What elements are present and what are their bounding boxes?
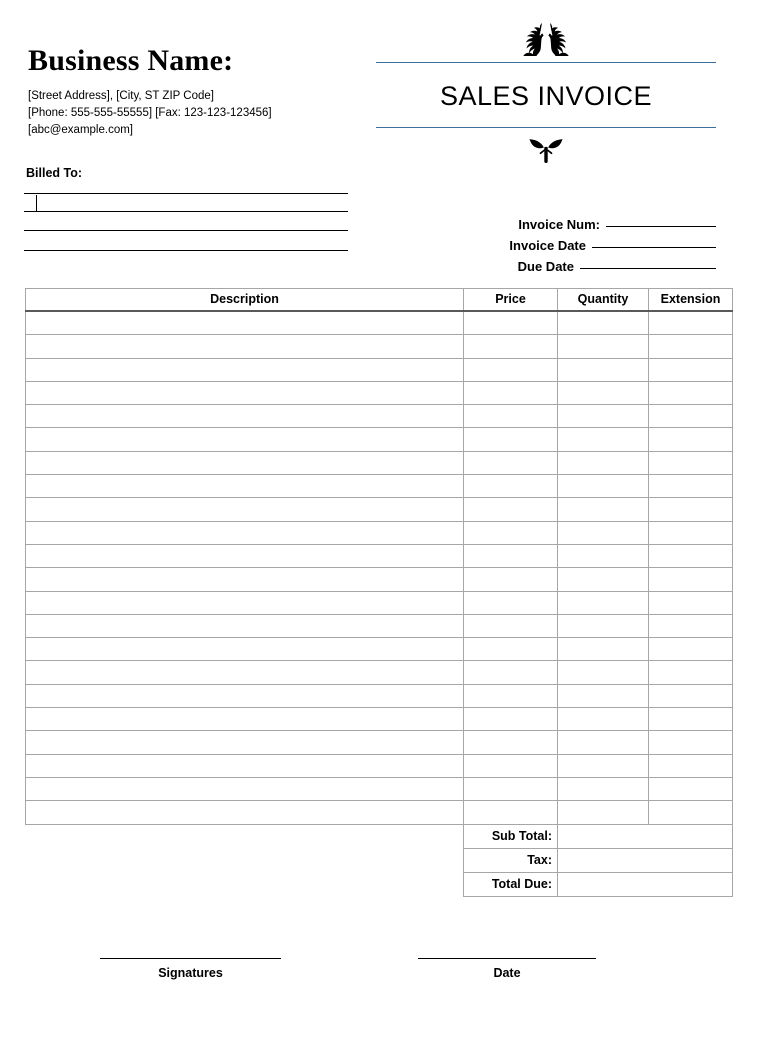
cell-quantity[interactable] [558,451,649,474]
cell-extension[interactable] [649,684,733,707]
cell-quantity[interactable] [558,521,649,544]
invoice-num-row [400,214,716,235]
cell-price[interactable] [464,521,558,544]
cell-extension[interactable] [649,335,733,358]
totals-row [26,872,733,896]
table-row [26,684,733,707]
cell-description[interactable] [26,754,464,777]
cell-extension[interactable] [649,358,733,381]
cell-price[interactable] [464,358,558,381]
due-date-field[interactable] [580,268,716,269]
cell-description[interactable] [26,731,464,754]
due-date-label: Due Date [517,259,574,274]
floral-flourish-pair-ornament [376,14,716,62]
cell-price[interactable] [464,614,558,637]
cell-description[interactable] [26,661,464,684]
business-name: Business Name: [28,44,234,77]
table-row [26,754,733,777]
cell-description[interactable] [26,381,464,404]
cell-quantity[interactable] [558,381,649,404]
cell-quantity[interactable] [558,684,649,707]
cell-quantity[interactable] [558,475,649,498]
signature-label: Signatures [158,966,223,980]
cell-description[interactable] [26,568,464,591]
table-row [26,661,733,684]
cell-extension[interactable] [649,731,733,754]
totals-row [26,848,733,872]
cell-price[interactable] [464,475,558,498]
cell-price[interactable] [464,335,558,358]
signature-group [100,958,281,980]
text-caret [36,195,37,212]
cell-price[interactable] [464,405,558,428]
cell-extension[interactable] [649,498,733,521]
cell-extension[interactable] [649,521,733,544]
table-row [26,358,733,381]
cell-quantity[interactable] [558,661,649,684]
table-row [26,521,733,544]
business-address: [Street Address], [City, ST ZIP Code] [28,90,214,102]
totals-label-1: Tax: [464,848,558,872]
cell-quantity[interactable] [558,638,649,661]
cell-description[interactable] [26,311,464,335]
table-totals [26,824,733,896]
totals-value-0[interactable] [558,824,733,848]
cell-price[interactable] [464,638,558,661]
cell-extension[interactable] [649,754,733,777]
billed-to-line-1[interactable] [24,193,348,194]
column-header-quantity: Quantity [558,289,649,312]
cell-quantity[interactable] [558,405,649,428]
totals-label-0: Sub Total: [464,824,558,848]
cell-price[interactable] [464,801,558,824]
signature-area [0,958,760,1008]
cell-price[interactable] [464,754,558,777]
cell-quantity[interactable] [558,498,649,521]
table-row [26,405,733,428]
cell-extension[interactable] [649,475,733,498]
cell-extension[interactable] [649,428,733,451]
table-row [26,638,733,661]
cell-price[interactable] [464,568,558,591]
cell-quantity[interactable] [558,311,649,335]
date-group [418,958,596,980]
business-phone-fax: [Phone: 555-555-55555] [Fax: 123-123-123456] [28,107,272,119]
table-row [26,614,733,637]
cell-description[interactable] [26,544,464,567]
table-header-row [26,289,733,312]
cell-quantity[interactable] [558,568,649,591]
page-title: SALES INVOICE [439,81,653,111]
cell-quantity[interactable] [558,544,649,567]
billed-to-line-3[interactable] [24,230,348,231]
table-row [26,498,733,521]
billed-to-label: Billed To: [26,166,83,180]
cell-price[interactable] [464,777,558,800]
cell-description[interactable] [26,405,464,428]
invoice-date-label: Invoice Date [509,238,586,253]
cell-description[interactable] [26,684,464,707]
cell-quantity[interactable] [558,614,649,637]
table-header [26,289,733,312]
cell-extension[interactable] [649,591,733,614]
cell-quantity[interactable] [558,358,649,381]
invoice-date-row [400,235,716,256]
cell-extension[interactable] [649,405,733,428]
cell-price[interactable] [464,708,558,731]
cell-description[interactable] [26,335,464,358]
cell-price[interactable] [464,684,558,707]
cell-quantity[interactable] [558,708,649,731]
column-header-price: Price [464,289,558,312]
business-info-block [28,44,368,139]
cell-description[interactable] [26,591,464,614]
totals-spacer [26,824,464,848]
invoice-date-field[interactable] [592,247,716,248]
table-row [26,731,733,754]
line-items-table [25,288,733,897]
billed-to-block [24,166,354,251]
table-row [26,801,733,824]
billed-to-line-4[interactable] [24,250,348,251]
table-row [26,708,733,731]
invoice-meta-block [400,214,716,277]
cell-price[interactable] [464,428,558,451]
due-date-row [400,256,716,277]
invoice-num-field[interactable] [606,226,716,227]
column-header-description: Description [26,289,464,312]
cell-quantity[interactable] [558,591,649,614]
column-header-extension: Extension [649,289,733,312]
cell-description[interactable] [26,708,464,731]
cell-price[interactable] [464,661,558,684]
table-row [26,475,733,498]
cell-description[interactable] [26,475,464,498]
cell-extension[interactable] [649,777,733,800]
cell-extension[interactable] [649,381,733,404]
cell-price[interactable] [464,498,558,521]
totals-spacer [26,872,464,896]
cell-description[interactable] [26,638,464,661]
totals-value-1[interactable] [558,848,733,872]
cell-description[interactable] [26,358,464,381]
cell-description[interactable] [26,801,464,824]
cell-extension[interactable] [649,544,733,567]
table-row [26,311,733,335]
cell-extension[interactable] [649,568,733,591]
cell-quantity[interactable] [558,428,649,451]
table-row [26,335,733,358]
cell-description[interactable] [26,521,464,544]
totals-spacer [26,848,464,872]
cell-price[interactable] [464,731,558,754]
cell-price[interactable] [464,311,558,335]
cell-extension[interactable] [649,614,733,637]
table-row [26,544,733,567]
cell-extension[interactable] [649,638,733,661]
business-email: [abc@example.com] [28,124,133,136]
cell-description[interactable] [26,451,464,474]
cell-extension[interactable] [649,451,733,474]
cell-description[interactable] [26,498,464,521]
cell-description[interactable] [26,777,464,800]
totals-label-2: Total Due: [464,872,558,896]
cell-quantity[interactable] [558,731,649,754]
cell-description[interactable] [26,614,464,637]
totals-value-2[interactable] [558,872,733,896]
cell-quantity[interactable] [558,801,649,824]
table-row [26,591,733,614]
date-label: Date [493,966,521,980]
cell-quantity[interactable] [558,754,649,777]
cell-extension[interactable] [649,311,733,335]
aldus-leaf-ornament [376,128,716,170]
cell-description[interactable] [26,428,464,451]
table-row [26,381,733,404]
billed-to-line-2[interactable] [24,211,348,212]
cell-quantity[interactable] [558,777,649,800]
invoice-num-label: Invoice Num: [518,217,600,232]
table-row [26,568,733,591]
table-row [26,777,733,800]
totals-row [26,824,733,848]
table-body [26,311,733,824]
cell-price[interactable] [464,544,558,567]
cell-price[interactable] [464,381,558,404]
invoice-title-block [376,14,716,170]
cell-price[interactable] [464,451,558,474]
cell-extension[interactable] [649,801,733,824]
table-row [26,451,733,474]
table-row [26,428,733,451]
cell-quantity[interactable] [558,335,649,358]
cell-price[interactable] [464,591,558,614]
cell-extension[interactable] [649,708,733,731]
cell-extension[interactable] [649,661,733,684]
